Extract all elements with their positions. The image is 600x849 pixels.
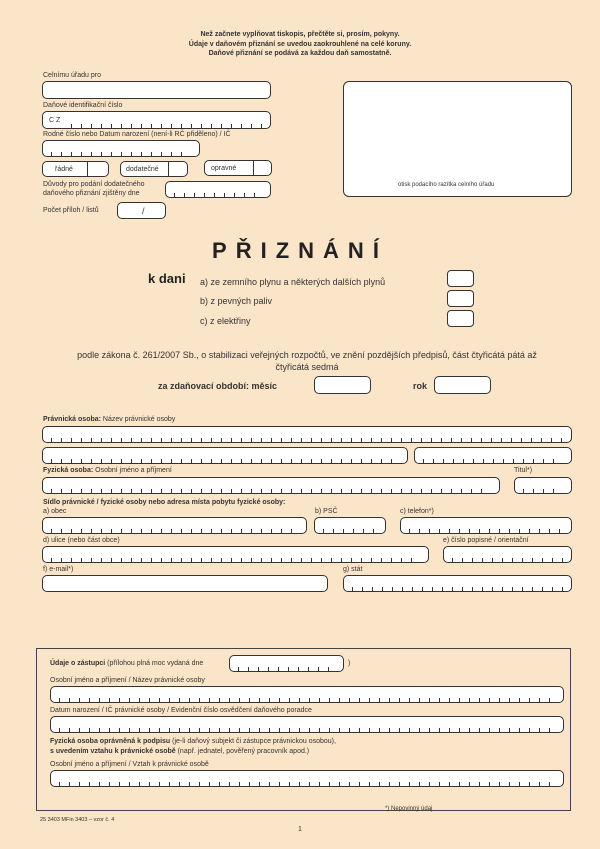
stamp-label: otisk podacího razítka celního úřadu xyxy=(398,182,495,188)
email-field[interactable] xyxy=(42,575,328,592)
representative-heading: Údaje o zástupci (přílohou plná moc vydaná dne xyxy=(50,660,204,667)
zip-label: b) PSČ xyxy=(315,508,338,515)
representative-birth-field[interactable] xyxy=(50,716,564,733)
signer-label: Fyzická osoba oprávněná k podpisu (je-li daňový subjekt či zástupce právnickou osobou), xyxy=(50,738,336,745)
dic-label: Daňové identifikační číslo xyxy=(43,102,123,109)
form-code: 25 3403 MFin 3403 – vzor č. 4 xyxy=(40,817,115,823)
year-field[interactable] xyxy=(434,376,491,394)
phone-field[interactable] xyxy=(400,517,572,534)
law-line-1: podle zákona č. 261/2007 Sb., o stabilizaci veřejných rozpočtů, ve znění pozdějších předpisů, část čtyřicátá pátá až xyxy=(77,350,537,360)
option-a-checkbox[interactable] xyxy=(447,270,474,287)
legal-name-field-1[interactable] xyxy=(42,426,572,443)
type-corrective-box[interactable] xyxy=(204,160,272,176)
representative-heading-close: ) xyxy=(348,660,351,667)
page-number: 1 xyxy=(298,826,302,833)
option-c-checkbox[interactable] xyxy=(447,310,474,327)
representative-name-label: Osobní jméno a příjmení / Název právnické osoby xyxy=(50,677,205,684)
option-b-checkbox[interactable] xyxy=(447,290,474,307)
attachments-label: Počet příloh / listů xyxy=(43,207,99,214)
signer-name-label: Osobní jméno a příjmení / Vztah k právnické osobě xyxy=(50,761,209,768)
email-label: f) e-mail*) xyxy=(43,566,74,573)
office-field[interactable] xyxy=(42,81,271,99)
year-label: rok xyxy=(413,381,428,391)
law-text xyxy=(42,349,572,373)
office-label: Celnímu úřadu pro xyxy=(43,72,101,79)
period-label: za zdaňovací období: měsíc xyxy=(158,381,278,391)
reasons-label-2: daňového přiznání zjištěny dne xyxy=(43,190,140,197)
reasons-date-field[interactable] xyxy=(165,181,271,198)
rc-field[interactable] xyxy=(42,140,200,157)
representative-name-field[interactable] xyxy=(50,686,564,703)
instructions-header xyxy=(0,30,600,59)
street-label: d) ulice (nebo část obce) xyxy=(43,537,120,544)
legal-entity-label: Právnická osoba: Název právnické osoby xyxy=(43,416,176,423)
type-supplementary-box[interactable] xyxy=(120,161,188,177)
option-c-label: c) z elektřiny xyxy=(200,316,251,326)
country-field[interactable] xyxy=(343,575,572,592)
instruction-line-1: Než začnete vyplňovat tiskopis, přečtěte si, prosím, pokyny. xyxy=(200,31,400,38)
reasons-label-1: Důvody pro podání dodatečného xyxy=(43,181,145,188)
natural-name-field[interactable] xyxy=(42,477,500,494)
country-label: g) stát xyxy=(343,566,363,573)
city-label: a) obec xyxy=(43,508,67,515)
attachments-field[interactable] xyxy=(117,202,166,219)
stamp-area xyxy=(343,81,572,197)
legal-name-field-3[interactable] xyxy=(414,447,572,464)
natural-person-label: Fyzická osoba: Osobní jméno a příjmení xyxy=(43,467,172,474)
type-corrective-label: opravné xyxy=(211,165,237,172)
house-number-label: e) číslo popisné / orientační xyxy=(443,537,529,544)
power-of-attorney-date-field[interactable] xyxy=(229,655,344,672)
optional-note: *) Nepovinný údaj xyxy=(385,806,433,812)
page-title: PŘIZNÁNÍ xyxy=(212,238,388,263)
relation-label: s uvedením vztahu k právnické osobě (např. jednatel, pověřený pracovník apod.) xyxy=(50,748,310,755)
zip-field[interactable] xyxy=(314,517,386,534)
representative-birth-label: Datum narození / IČ právnické osoby / Evidenční číslo osvědčení daňového poradce xyxy=(50,707,312,714)
city-field[interactable] xyxy=(42,517,307,534)
legal-name-field-2[interactable] xyxy=(42,447,408,464)
instruction-line-2: Údaje v daňovém přiznání se uvedou zaokrouhlené na celé koruny. xyxy=(188,40,412,48)
title-field[interactable] xyxy=(514,477,572,494)
law-line-2: čtyřicátá sedmá xyxy=(275,362,339,372)
signer-name-field[interactable] xyxy=(50,770,564,787)
dic-field[interactable] xyxy=(42,111,271,129)
rc-label: Rodné číslo nebo Datum narození (není-li RČ přiděleno) / IČ xyxy=(43,131,231,138)
month-field[interactable] xyxy=(314,376,371,394)
phone-label: c) telefon*) xyxy=(400,508,434,515)
street-field[interactable] xyxy=(42,546,429,563)
type-regular-box[interactable] xyxy=(42,161,109,177)
type-supplementary-label: dodatečné xyxy=(126,166,159,173)
option-b-label: b) z pevných paliv xyxy=(200,296,273,306)
attachments-separator: / xyxy=(142,206,145,216)
instruction-line-3: Daňové přiznání se podává za každou daň samostatně. xyxy=(208,50,392,57)
option-a-label: a) ze zemního plynu a některých dalších plynů xyxy=(200,277,386,287)
address-heading: Sídlo právnické / fyzické osoby nebo adresa místa pobytu fyzické osoby: xyxy=(43,499,286,506)
k-dani-label: k dani xyxy=(148,271,186,286)
house-number-field[interactable] xyxy=(443,546,572,563)
dic-prefix: C Z xyxy=(49,117,61,124)
title-label: Titul*) xyxy=(514,467,533,474)
type-regular-label: řádné xyxy=(55,166,73,173)
